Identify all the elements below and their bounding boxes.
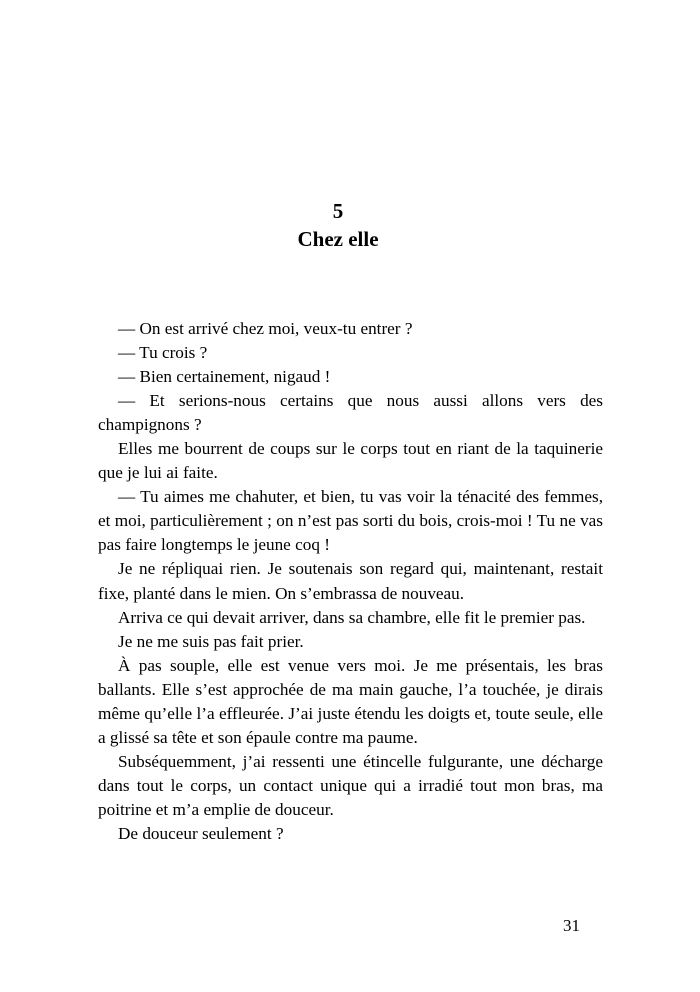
paragraph: — Et serions-nous certains que nous aussi allons vers des champignons ? — [98, 391, 603, 435]
paragraph: — On est arrivé chez moi, veux-tu entrer ? — [118, 319, 413, 338]
paragraph: Subséquemment, j’ai ressenti une étincelle fulgurante, une décharge dans tout le corps, un contact unique qui a irradié tout mon bras, ma poitrine et m’a emplie de douceur. — [98, 751, 603, 819]
chapter-number: 5 — [332, 199, 344, 223]
paragraph: De douceur seulement ? — [118, 823, 284, 843]
paragraph: Je ne répliquai rien. Je soutenais son regard qui, maintenant, restait fixe, planté dans le mien. On s’embrassa de nouveau. — [98, 559, 603, 603]
chapter-title: Chez elle — [297, 227, 379, 251]
page-number: 31 — [563, 916, 580, 935]
paragraph: Elles me bourrent de coups sur le corps tout en riant de la taquinerie que je lui ai faite. — [98, 439, 603, 483]
paragraph: Arriva ce qui devait arriver, dans sa chambre, elle fit le premier pas. — [118, 607, 586, 627]
chapter-body — [98, 317, 603, 846]
paragraph: — Bien certainement, nigaud ! — [118, 367, 331, 387]
paragraph: — Tu crois ? — [118, 343, 208, 363]
paragraph: — Tu aimes me chahuter, et bien, tu vas voir la ténacité des femmes, et moi, particulièrement ; on n’est pas sorti du bois, crois-moi ! Tu ne vas pas faire longtemps le jeune coq ! — [98, 487, 603, 555]
paragraph: Je ne me suis pas fait prier. — [118, 631, 304, 651]
paragraph: À pas souple, elle est venue vers moi. Je me présentais, les bras ballants. Elle s’est approchée de ma main gauche, l’a touchée, je dirais même qu’elle l’a effleurée. J’ai juste étendu les doigts et, toute seule, elle a glissé sa tête et son épaule contre ma paume. — [98, 655, 603, 747]
